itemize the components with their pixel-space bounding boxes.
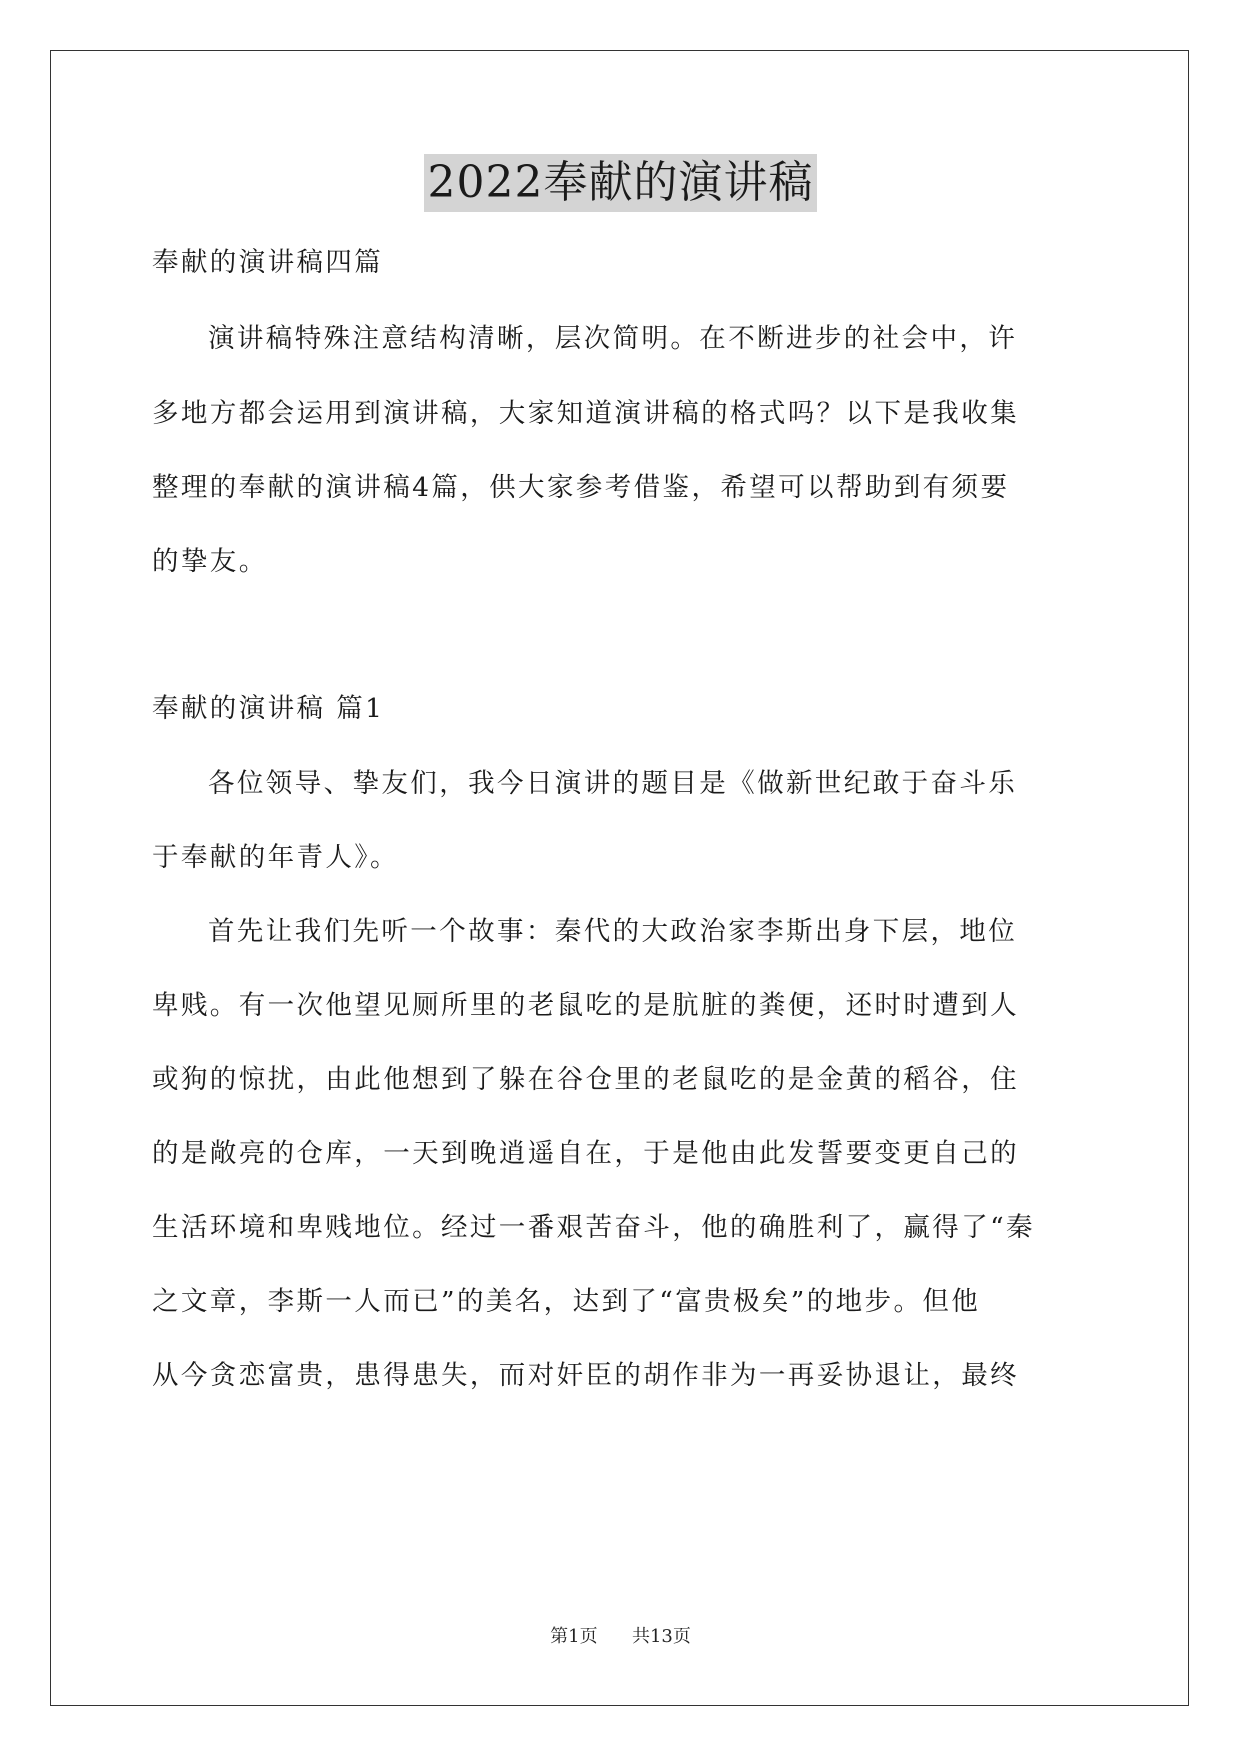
page-footer: [0, 1622, 1241, 1648]
paragraph-line: 的是敞亮的仓库，一天到晚逍遥自在，于是他由此发誓要变更自己的: [152, 1138, 1019, 1169]
paragraph-line: 从今贪恋富贵，患得患失，而对奸臣的胡作非为一再妥协退让，最终: [152, 1360, 1019, 1391]
document-title-text: 2022奉献的演讲稿: [424, 154, 818, 212]
document-body: [152, 0, 1092, 1754]
intro-line: 演讲稿特殊注意结构清晰，层次简明。在不断进步的社会中，许: [208, 323, 1018, 354]
paragraph-line: 各位领导、挚友们，我今日演讲的题目是《做新世纪敢于奋斗乐: [208, 768, 1018, 799]
intro-line: 整理的奉献的演讲稿4篇，供大家参考借鉴，希望可以帮助到有须要: [152, 472, 1010, 503]
subtitle: 奉献的演讲稿四篇: [152, 247, 384, 278]
page-number: 第1页: [550, 1626, 598, 1647]
paragraph-line: 首先让我们先听一个故事：秦代的大政治家李斯出身下层，地位: [208, 916, 1018, 947]
page-total: 共13页: [631, 1626, 691, 1647]
paragraph-line: 于奉献的年青人》。: [152, 842, 399, 873]
paragraph-line: 之文章，李斯一人而已”的美名，达到了“富贵极矣”的地步。但他: [152, 1286, 981, 1317]
intro-line: 多地方都会运用到演讲稿，大家知道演讲稿的格式吗？以下是我收集: [152, 398, 1019, 429]
paragraph-line: 或狗的惊扰，由此他想到了躲在谷仓里的老鼠吃的是金黄的稻谷，住: [152, 1064, 1019, 1095]
intro-line: 的挚友。: [152, 546, 268, 577]
section-heading: 奉献的演讲稿 篇1: [152, 693, 385, 724]
paragraph-line: 生活环境和卑贱地位。经过一番艰苦奋斗，他的确胜利了，赢得了“秦: [152, 1212, 1035, 1243]
paragraph-line: 卑贱。有一次他望见厕所里的老鼠吃的是肮脏的粪便，还时时遭到人: [152, 990, 1019, 1021]
